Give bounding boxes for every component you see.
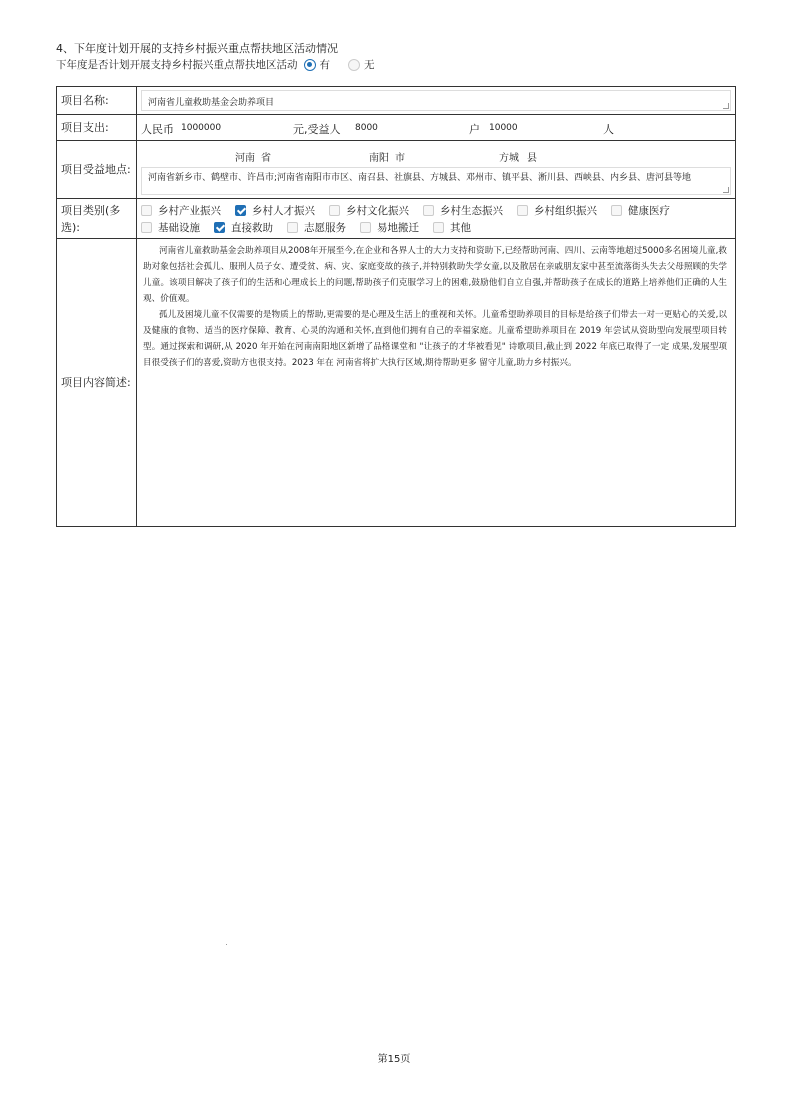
project-expense-label: 项目支出:	[57, 115, 137, 140]
plan-question-text: 下年度是否计划开展支持乡村振兴重点帮扶地区活动	[56, 59, 298, 71]
checkbox-icon[interactable]	[360, 222, 371, 233]
category-rural-ecology[interactable]	[423, 203, 503, 218]
regions-value: 河南省新乡市、鹤壁市、许昌市;河南省南阳市市区、南召县、社旗县、方城县、邓州市、镇平县、淅川县、西峡县、内乡县、唐河县等地	[148, 173, 692, 183]
category-other[interactable]	[433, 220, 471, 235]
category-infrastructure[interactable]	[141, 220, 200, 235]
category-health-medical[interactable]	[611, 203, 670, 218]
row-project-category	[57, 199, 735, 239]
category-volunteer-service[interactable]	[287, 220, 346, 235]
category-rural-talent[interactable]	[235, 203, 315, 218]
row-project-name	[57, 87, 735, 115]
category-rural-organization[interactable]	[517, 203, 597, 218]
section-heading: 4、下年度计划开展的支持乡村振兴重点帮扶地区活动情况	[56, 42, 338, 55]
category-rural-culture[interactable]	[329, 203, 409, 218]
checkbox-icon[interactable]	[329, 205, 340, 216]
category-direct-aid[interactable]	[214, 220, 273, 235]
checkbox-icon[interactable]	[433, 222, 444, 233]
checkbox-icon[interactable]	[287, 222, 298, 233]
category-label: 健康医疗	[628, 205, 670, 217]
checkbox-icon[interactable]	[611, 205, 622, 216]
category-rural-industry[interactable]	[141, 203, 221, 218]
city-select[interactable]: 南阳	[369, 153, 389, 164]
project-description-label: 项目内容简述:	[57, 239, 137, 526]
county-select[interactable]: 方城	[499, 153, 519, 164]
beneficiaries-input[interactable]: 8000	[355, 123, 378, 133]
category-label: 其他	[450, 222, 471, 234]
regions-input[interactable]	[141, 167, 731, 195]
category-relocation[interactable]	[360, 220, 419, 235]
checkbox-icon[interactable]	[141, 205, 152, 216]
scan-speck	[226, 944, 227, 945]
category-label: 乡村产业振兴	[158, 205, 221, 217]
project-location-label: 项目受益地点:	[57, 141, 137, 198]
project-name-label: 项目名称:	[57, 87, 137, 114]
description-paragraph-1: 河南省儿童救助基金会助养项目从2008年开展至今,在企业和各界人士的大力支持和资助下,已经帮助河南、四川、云南等地超过5000多名困境儿童,救助对象包括社会孤儿、服刑人员子女、遭受贫、病、灾、家庭变故的孩子,并特别救助失学女童,以及散居在亲戚朋友家中甚至流落街头失去父母照顾的失学儿童。该项目解决了孩子们的生活和心理成长上的问题,帮助孩子们克服学习上的困难,鼓励他们自立自强,并帮助孩子在成长的道路上培养他们正确的人生观、价值观。	[143, 246, 727, 304]
province-select[interactable]: 河南	[235, 153, 255, 164]
category-label: 易地搬迁	[377, 222, 419, 234]
category-row-1	[141, 203, 684, 218]
category-label: 乡村人才振兴	[252, 205, 315, 217]
radio-no[interactable]	[348, 59, 360, 71]
radio-yes-label: 有	[319, 59, 330, 71]
expense-prefix: 人民币	[141, 123, 174, 136]
page-number: 第15页	[377, 1054, 411, 1065]
project-form	[56, 86, 736, 527]
resize-handle-icon[interactable]	[723, 187, 729, 193]
plan-question	[56, 57, 375, 72]
category-label: 乡村生态振兴	[440, 205, 503, 217]
checkbox-checked-icon[interactable]	[235, 205, 246, 216]
checkbox-icon[interactable]	[141, 222, 152, 233]
resize-handle-icon[interactable]	[723, 103, 729, 109]
project-name-input[interactable]	[141, 90, 731, 111]
category-label: 直接救助	[231, 222, 273, 234]
category-row-2	[141, 220, 485, 235]
row-project-expense	[57, 115, 735, 141]
description-textarea[interactable]	[137, 239, 735, 526]
expense-unit: 元,受益人	[293, 123, 341, 136]
project-name-value: 河南省儿童救助基金会助养项目	[148, 98, 275, 108]
checkbox-checked-icon[interactable]	[214, 222, 225, 233]
province-unit: 省	[261, 153, 271, 164]
county-unit: 县	[527, 153, 537, 164]
project-category-label: 项目类别(多选):	[57, 199, 137, 238]
household-label: 户	[469, 123, 480, 136]
checkbox-icon[interactable]	[423, 205, 434, 216]
checkbox-icon[interactable]	[517, 205, 528, 216]
category-label: 基础设施	[158, 222, 200, 234]
city-unit: 市	[395, 153, 405, 164]
radio-yes[interactable]	[304, 59, 316, 71]
households-input[interactable]: 10000	[489, 123, 518, 133]
radio-no-label: 无	[364, 59, 375, 71]
category-label: 乡村文化振兴	[346, 205, 409, 217]
expense-amount-input[interactable]: 1000000	[181, 123, 222, 133]
row-project-description	[57, 239, 735, 526]
category-label: 乡村组织振兴	[534, 205, 597, 217]
description-paragraph-2: 孤儿及困境儿童不仅需要的是物质上的帮助,更需要的是心理及生活上的重视和关怀。儿童希望助养项目的目标是给孩子们带去一对一更贴心的关爱,以及健康的食物、适当的医疗保障、教育、心灵的沟通和关怀,直到他们拥有自己的幸福家庭。儿童希望助养项目在 2019 年尝试从资助型向发展型项目转型。通过探索和调研,从 2020 年开始在河南南阳地区新增了品格课堂和 "让孩子的才华被看见" 诗歌项目,截止到 2022 年底已取得了一定 成果,发展型项目很受孩子们的喜爱,资助方也很支持。2023 年在 河南省将扩大执行区域,期待帮助更多 留守儿童,助力乡村振兴。	[143, 310, 727, 368]
row-project-location	[57, 141, 735, 199]
person-unit: 人	[603, 123, 614, 136]
category-label: 志愿服务	[304, 222, 346, 234]
